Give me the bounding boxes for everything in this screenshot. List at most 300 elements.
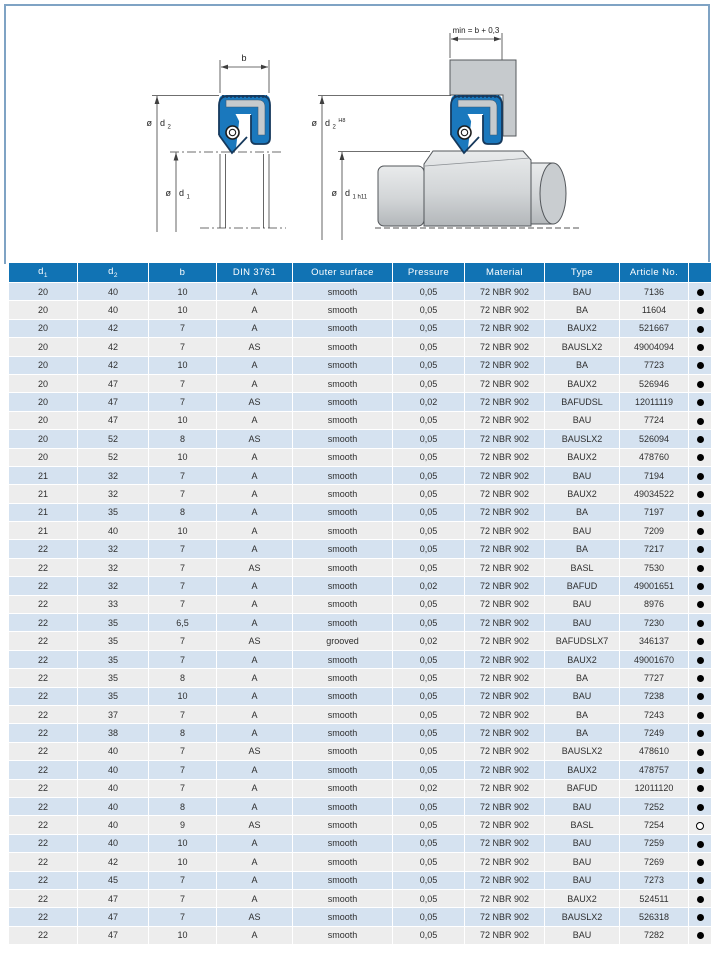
cell-din: A [217, 705, 293, 723]
table-row [9, 466, 712, 484]
cell-din: A [217, 614, 293, 632]
shaft-seal-profile [219, 95, 270, 153]
cell-type: BAUX2 [545, 374, 620, 392]
availability-filled-dot-icon [697, 565, 704, 572]
cell-d2: 47 [78, 889, 149, 907]
cell-article-no: 524511 [620, 889, 689, 907]
cell-pressure: 0,02 [393, 577, 465, 595]
cell-type: BAUX2 [545, 485, 620, 503]
cell-outer-surface: smooth [293, 687, 393, 705]
cell-outer-surface: smooth [293, 319, 393, 337]
cell-material: 72 NBR 902 [465, 724, 545, 742]
cell-article-no: 526318 [620, 908, 689, 926]
cell-availability [689, 797, 712, 815]
cell-din: A [217, 374, 293, 392]
availability-filled-dot-icon [697, 620, 704, 627]
table-row [9, 705, 712, 723]
cell-din: A [217, 853, 293, 871]
cell-b: 7 [149, 577, 217, 595]
cell-d1: 22 [9, 779, 78, 797]
table-row [9, 522, 712, 540]
seal-installed-drawing [311, 26, 580, 240]
cell-availability [689, 650, 712, 668]
cell-outer-surface: smooth [293, 908, 393, 926]
cell-type: BAUX2 [545, 761, 620, 779]
cell-article-no: 49001670 [620, 650, 689, 668]
cell-outer-surface: smooth [293, 356, 393, 374]
cell-type: BAU [545, 926, 620, 944]
cell-article-no: 7249 [620, 724, 689, 742]
dim-d1-h11-label: ø d $_{1 h11}$ [331, 188, 368, 201]
cell-pressure: 0,05 [393, 761, 465, 779]
cell-availability [689, 540, 712, 558]
cell-type: BA [545, 356, 620, 374]
cell-d2: 42 [78, 356, 149, 374]
availability-filled-dot-icon [697, 657, 704, 664]
cell-d1: 22 [9, 669, 78, 687]
cell-pressure: 0,05 [393, 797, 465, 815]
availability-filled-dot-icon [697, 675, 704, 682]
availability-filled-dot-icon [697, 730, 704, 737]
cell-din: A [217, 779, 293, 797]
cell-b: 7 [149, 742, 217, 760]
cell-availability [689, 411, 712, 429]
cell-b: 10 [149, 301, 217, 319]
availability-filled-dot-icon [697, 362, 704, 369]
cell-article-no: 7273 [620, 871, 689, 889]
cell-pressure: 0,05 [393, 742, 465, 760]
table-row [9, 834, 712, 852]
cell-availability [689, 558, 712, 576]
cell-material: 72 NBR 902 [465, 558, 545, 576]
shaft-seal-profile [451, 95, 502, 153]
column-header-material: Material [465, 263, 545, 283]
cell-din: A [217, 466, 293, 484]
cell-type: BAUX2 [545, 448, 620, 466]
cell-outer-surface: smooth [293, 871, 393, 889]
availability-filled-dot-icon [697, 399, 704, 406]
cell-material: 72 NBR 902 [465, 374, 545, 392]
cell-type: BA [545, 724, 620, 742]
cell-b: 7 [149, 595, 217, 613]
cell-material: 72 NBR 902 [465, 283, 545, 301]
cell-material: 72 NBR 902 [465, 540, 545, 558]
table-row [9, 797, 712, 815]
cell-outer-surface: smooth [293, 374, 393, 392]
cell-b: 7 [149, 393, 217, 411]
cell-type: BAU [545, 614, 620, 632]
cell-d2: 35 [78, 650, 149, 668]
cell-material: 72 NBR 902 [465, 393, 545, 411]
cell-outer-surface: smooth [293, 466, 393, 484]
arrow-right-icon [494, 37, 501, 42]
cell-availability [689, 926, 712, 944]
cell-b: 7 [149, 466, 217, 484]
cell-d1: 20 [9, 356, 78, 374]
arrow-up-icon [340, 152, 345, 160]
cell-material: 72 NBR 902 [465, 466, 545, 484]
arrow-up-icon [155, 96, 160, 104]
cell-article-no: 7530 [620, 558, 689, 576]
cell-type: BAFUDSL [545, 393, 620, 411]
cell-availability [689, 853, 712, 871]
cell-pressure: 0,02 [393, 393, 465, 411]
cell-article-no: 7136 [620, 283, 689, 301]
cell-type: BA [545, 503, 620, 521]
table-row [9, 448, 712, 466]
cell-b: 10 [149, 853, 217, 871]
cell-outer-surface: smooth [293, 338, 393, 356]
cell-d2: 32 [78, 558, 149, 576]
cell-type: BAUX2 [545, 319, 620, 337]
cell-d1: 22 [9, 908, 78, 926]
cell-d2: 37 [78, 705, 149, 723]
cell-d1: 22 [9, 687, 78, 705]
table-body [9, 283, 712, 945]
cell-article-no: 49004094 [620, 338, 689, 356]
table-row [9, 871, 712, 889]
cell-availability [689, 301, 712, 319]
cell-d2: 52 [78, 430, 149, 448]
cell-din: A [217, 503, 293, 521]
table-row [9, 724, 712, 742]
cell-outer-surface: smooth [293, 595, 393, 613]
table-row [9, 889, 712, 907]
availability-filled-dot-icon [697, 418, 704, 425]
cell-outer-surface: smooth [293, 393, 393, 411]
cell-d1: 22 [9, 577, 78, 595]
cell-b: 7 [149, 540, 217, 558]
cell-b: 9 [149, 816, 217, 834]
cell-d1: 20 [9, 411, 78, 429]
column-header-pressure: Pressure [393, 263, 465, 283]
cell-outer-surface: smooth [293, 779, 393, 797]
cell-d1: 22 [9, 650, 78, 668]
cell-pressure: 0,05 [393, 503, 465, 521]
cell-b: 7 [149, 889, 217, 907]
cell-d1: 22 [9, 705, 78, 723]
cell-d2: 40 [78, 834, 149, 852]
cell-availability [689, 283, 712, 301]
cell-d2: 42 [78, 338, 149, 356]
cell-article-no: 7282 [620, 926, 689, 944]
cell-outer-surface: smooth [293, 301, 393, 319]
cell-article-no: 346137 [620, 632, 689, 650]
cell-d1: 22 [9, 632, 78, 650]
cell-pressure: 0,05 [393, 448, 465, 466]
cell-type: BAU [545, 522, 620, 540]
table-row [9, 687, 712, 705]
cell-d1: 22 [9, 853, 78, 871]
availability-filled-dot-icon [697, 804, 704, 811]
cell-d2: 33 [78, 595, 149, 613]
dim-d1-label: ø d $_1$ [165, 188, 190, 201]
cell-din: A [217, 577, 293, 595]
table-row [9, 411, 712, 429]
cell-type: BAU [545, 834, 620, 852]
cell-din: A [217, 411, 293, 429]
cell-outer-surface: smooth [293, 853, 393, 871]
cell-material: 72 NBR 902 [465, 705, 545, 723]
cell-outer-surface: smooth [293, 889, 393, 907]
cell-din: A [217, 834, 293, 852]
cell-d2: 35 [78, 669, 149, 687]
cell-pressure: 0,05 [393, 301, 465, 319]
cell-din: AS [217, 558, 293, 576]
cell-din: A [217, 669, 293, 687]
cell-d1: 20 [9, 301, 78, 319]
cell-material: 72 NBR 902 [465, 779, 545, 797]
cell-material: 72 NBR 902 [465, 632, 545, 650]
cell-availability [689, 705, 712, 723]
cell-pressure: 0,05 [393, 908, 465, 926]
seal-cross-section-drawing [146, 53, 286, 232]
table-row [9, 779, 712, 797]
cell-availability [689, 522, 712, 540]
cell-article-no: 7259 [620, 834, 689, 852]
cell-article-no: 7230 [620, 614, 689, 632]
cell-b: 7 [149, 319, 217, 337]
availability-filled-dot-icon [697, 914, 704, 921]
seal-spec-table [8, 262, 712, 945]
cell-outer-surface: smooth [293, 816, 393, 834]
availability-filled-dot-icon [697, 712, 704, 719]
cell-pressure: 0,05 [393, 522, 465, 540]
table-row [9, 374, 712, 392]
cell-b: 7 [149, 374, 217, 392]
arrow-up-icon [320, 96, 325, 104]
cell-article-no: 7197 [620, 503, 689, 521]
cell-d1: 21 [9, 503, 78, 521]
availability-filled-dot-icon [697, 859, 704, 866]
table-row [9, 503, 712, 521]
cell-outer-surface: smooth [293, 522, 393, 540]
cell-b: 7 [149, 650, 217, 668]
cell-article-no: 11604 [620, 301, 689, 319]
cell-d1: 22 [9, 540, 78, 558]
cell-outer-surface: smooth [293, 797, 393, 815]
cell-availability [689, 595, 712, 613]
cell-outer-surface: smooth [293, 430, 393, 448]
cell-din: A [217, 540, 293, 558]
cell-article-no: 7194 [620, 466, 689, 484]
table-row [9, 926, 712, 944]
cell-d2: 42 [78, 319, 149, 337]
cell-pressure: 0,05 [393, 283, 465, 301]
cell-outer-surface: smooth [293, 926, 393, 944]
cell-b: 8 [149, 724, 217, 742]
cell-d1: 22 [9, 797, 78, 815]
cell-din: A [217, 283, 293, 301]
cell-availability [689, 871, 712, 889]
cell-material: 72 NBR 902 [465, 761, 545, 779]
availability-filled-dot-icon [697, 638, 704, 645]
cell-availability [689, 319, 712, 337]
cell-d2: 32 [78, 485, 149, 503]
cell-article-no: 7727 [620, 669, 689, 687]
cell-d2: 40 [78, 283, 149, 301]
cell-type: BAU [545, 687, 620, 705]
cell-article-no: 49001651 [620, 577, 689, 595]
availability-filled-dot-icon [697, 436, 704, 443]
availability-filled-dot-icon [697, 932, 704, 939]
availability-filled-dot-icon [697, 307, 704, 314]
availability-filled-dot-icon [697, 289, 704, 296]
cell-outer-surface: smooth [293, 705, 393, 723]
cell-pressure: 0,05 [393, 834, 465, 852]
cell-type: BAUX2 [545, 889, 620, 907]
dim-min-label: min = b + 0,3 [452, 26, 500, 35]
cell-material: 72 NBR 902 [465, 595, 545, 613]
table-row [9, 430, 712, 448]
table-row [9, 338, 712, 356]
cell-material: 72 NBR 902 [465, 411, 545, 429]
availability-filled-dot-icon [697, 473, 704, 480]
cell-b: 8 [149, 797, 217, 815]
cell-d2: 35 [78, 687, 149, 705]
cell-outer-surface: smooth [293, 577, 393, 595]
cell-d1: 21 [9, 466, 78, 484]
cell-pressure: 0,05 [393, 485, 465, 503]
cell-din: AS [217, 338, 293, 356]
column-header-b: b [149, 263, 217, 283]
cell-availability [689, 393, 712, 411]
cell-type: BAFUD [545, 779, 620, 797]
cell-din: AS [217, 430, 293, 448]
cell-d1: 22 [9, 816, 78, 834]
cell-type: BAUSLX2 [545, 430, 620, 448]
cell-availability [689, 834, 712, 852]
cell-d2: 38 [78, 724, 149, 742]
cell-b: 7 [149, 779, 217, 797]
cell-din: A [217, 356, 293, 374]
table-row [9, 595, 712, 613]
cell-article-no: 7724 [620, 411, 689, 429]
cell-material: 72 NBR 902 [465, 871, 545, 889]
column-header-din: DIN 3761 [217, 263, 293, 283]
cell-availability [689, 889, 712, 907]
cell-din: A [217, 761, 293, 779]
cell-type: BAU [545, 466, 620, 484]
availability-filled-dot-icon [697, 381, 704, 388]
cell-material: 72 NBR 902 [465, 816, 545, 834]
cell-d1: 20 [9, 393, 78, 411]
cell-availability [689, 448, 712, 466]
cell-material: 72 NBR 902 [465, 926, 545, 944]
cell-article-no: 12011120 [620, 779, 689, 797]
cell-article-no: 526094 [620, 430, 689, 448]
table-row [9, 356, 712, 374]
cell-article-no: 7243 [620, 705, 689, 723]
cell-din: A [217, 319, 293, 337]
arrow-right-icon [261, 65, 268, 70]
cell-pressure: 0,05 [393, 466, 465, 484]
cell-type: BAFUDSLX7 [545, 632, 620, 650]
availability-filled-dot-icon [697, 896, 704, 903]
cell-d2: 47 [78, 374, 149, 392]
table-row [9, 650, 712, 668]
table-header [9, 263, 712, 283]
column-header-availability [689, 263, 712, 283]
cell-material: 72 NBR 902 [465, 687, 545, 705]
cell-material: 72 NBR 902 [465, 650, 545, 668]
cell-article-no: 478757 [620, 761, 689, 779]
cell-type: BA [545, 705, 620, 723]
cell-d1: 20 [9, 374, 78, 392]
cell-availability [689, 669, 712, 687]
cell-material: 72 NBR 902 [465, 742, 545, 760]
cell-b: 7 [149, 705, 217, 723]
cell-type: BAFUD [545, 577, 620, 595]
cell-article-no: 12011119 [620, 393, 689, 411]
cell-d1: 21 [9, 485, 78, 503]
cell-d1: 22 [9, 834, 78, 852]
table-row [9, 761, 712, 779]
cell-material: 72 NBR 902 [465, 503, 545, 521]
cell-d1: 22 [9, 614, 78, 632]
cell-d1: 20 [9, 338, 78, 356]
availability-filled-dot-icon [697, 877, 704, 884]
cell-material: 72 NBR 902 [465, 301, 545, 319]
cell-article-no: 7269 [620, 853, 689, 871]
cell-outer-surface: smooth [293, 669, 393, 687]
cell-d2: 45 [78, 871, 149, 889]
cell-availability [689, 466, 712, 484]
cell-material: 72 NBR 902 [465, 577, 545, 595]
cell-pressure: 0,02 [393, 632, 465, 650]
cell-outer-surface: smooth [293, 485, 393, 503]
arrow-up-icon [174, 153, 179, 161]
cell-d2: 40 [78, 522, 149, 540]
cell-pressure: 0,05 [393, 705, 465, 723]
cell-pressure: 0,05 [393, 338, 465, 356]
cell-material: 72 NBR 902 [465, 448, 545, 466]
availability-filled-dot-icon [697, 454, 704, 461]
cell-din: AS [217, 393, 293, 411]
cell-d2: 47 [78, 393, 149, 411]
cell-pressure: 0,05 [393, 595, 465, 613]
cell-b: 7 [149, 485, 217, 503]
cell-din: A [217, 650, 293, 668]
cell-d1: 22 [9, 871, 78, 889]
cell-material: 72 NBR 902 [465, 485, 545, 503]
cell-type: BAUX2 [545, 650, 620, 668]
cell-b: 10 [149, 926, 217, 944]
cell-d2: 47 [78, 926, 149, 944]
cell-d2: 35 [78, 632, 149, 650]
cell-d2: 40 [78, 742, 149, 760]
column-header-d2: $d_2$ [78, 263, 149, 283]
cell-b: 7 [149, 632, 217, 650]
cell-type: BAU [545, 283, 620, 301]
cell-d2: 32 [78, 540, 149, 558]
cell-d1: 22 [9, 724, 78, 742]
table-row [9, 853, 712, 871]
table-row [9, 632, 712, 650]
cell-availability [689, 779, 712, 797]
table-row [9, 485, 712, 503]
cell-d1: 22 [9, 595, 78, 613]
cell-din: A [217, 926, 293, 944]
availability-filled-dot-icon [697, 583, 704, 590]
cell-b: 8 [149, 669, 217, 687]
cell-din: A [217, 301, 293, 319]
cell-d1: 22 [9, 889, 78, 907]
cell-type: BAUSLX2 [545, 908, 620, 926]
cell-outer-surface: smooth [293, 724, 393, 742]
availability-filled-dot-icon [697, 767, 704, 774]
cell-din: A [217, 687, 293, 705]
